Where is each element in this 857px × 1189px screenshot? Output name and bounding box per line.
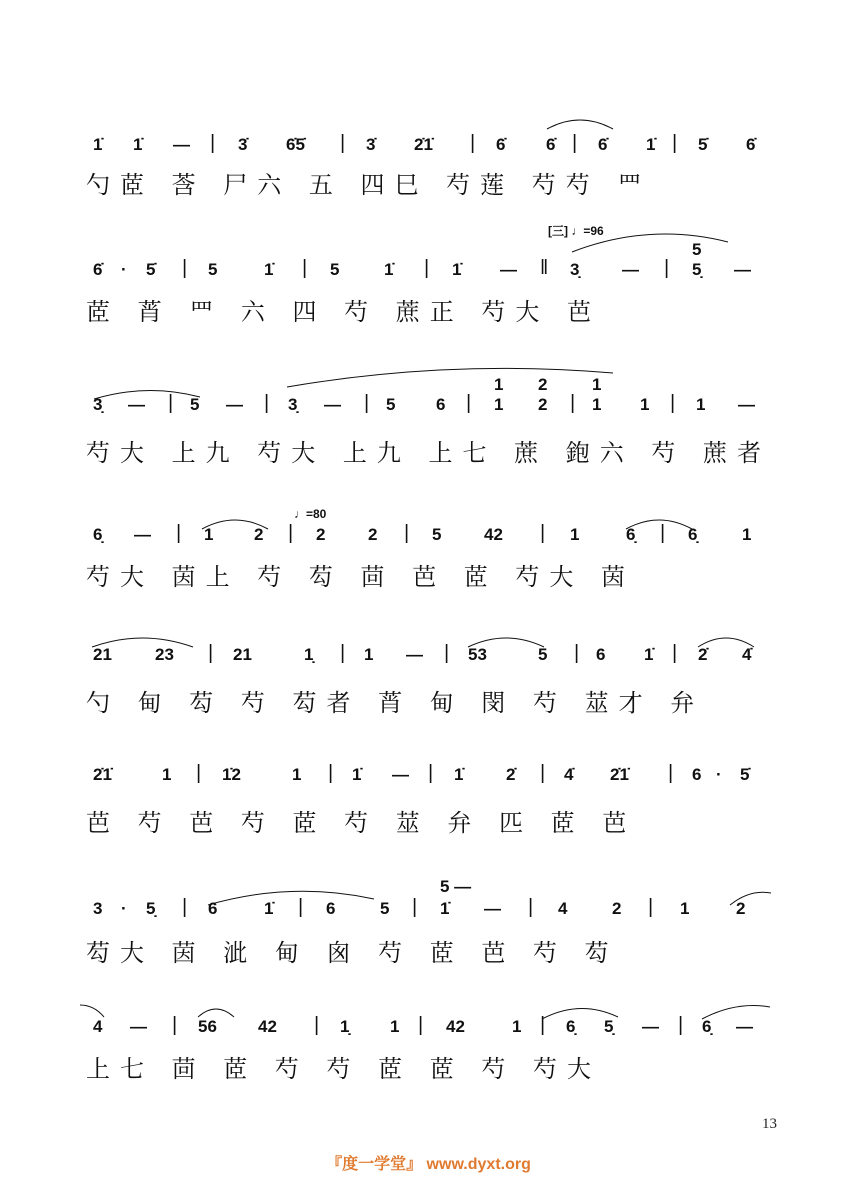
dash: — <box>622 260 639 279</box>
barline: | <box>574 642 580 664</box>
barline: | <box>672 132 678 154</box>
note: 1 <box>742 525 752 544</box>
barline: | <box>570 392 576 414</box>
note: 2̇ <box>698 645 708 664</box>
barline: | <box>470 132 476 154</box>
barline: | <box>540 1014 546 1036</box>
tablature-row: 芭 芍 芭 芍 茝 芍 莁 弁 匹 茝 芭 <box>86 809 637 837</box>
barline: | <box>444 642 450 664</box>
note: 42 <box>446 1017 465 1036</box>
note: 5 <box>208 260 218 279</box>
dash: — <box>406 645 423 664</box>
note: 1̇ <box>646 135 656 154</box>
barline: | <box>302 257 308 279</box>
note: 6 <box>208 899 218 918</box>
note: 1̇ <box>352 765 362 784</box>
note: 6 <box>326 899 336 918</box>
note: 2̇1̇ <box>93 765 112 784</box>
note: 6̇ <box>598 135 608 154</box>
dash: — <box>736 1017 753 1036</box>
dash: — <box>173 135 190 154</box>
dash: — <box>128 395 145 414</box>
note: 1 <box>696 395 706 414</box>
note: 5̇ <box>146 260 156 279</box>
note: 2̇ <box>506 765 516 784</box>
barline: | <box>298 896 304 918</box>
stacked-note: 5 <box>692 240 702 259</box>
note: 1 <box>204 525 214 544</box>
note: 1̣ <box>304 645 314 664</box>
note: 6̇5̇ <box>286 135 305 154</box>
note: 6̇ <box>546 135 556 154</box>
note: 1 <box>592 395 602 414</box>
notation-row <box>0 642 857 685</box>
note: 5 <box>386 395 396 414</box>
barline: | <box>364 392 370 414</box>
note: 6̣ <box>566 1017 576 1036</box>
dot: · <box>716 765 722 784</box>
note: 1 <box>680 899 690 918</box>
tempo-marking: ♩=80 <box>294 507 327 521</box>
note: 5 <box>432 525 442 544</box>
stacked-note: 2 <box>538 375 548 394</box>
barline: | <box>168 392 174 414</box>
note: 6̇ <box>746 135 756 154</box>
barline: | <box>196 762 202 784</box>
tablature-row: 茝 莦 罒 六 四 芍 蔗正 芍大 芭 <box>86 298 602 326</box>
barline: | <box>208 642 214 664</box>
dash: — <box>500 260 517 279</box>
tablature-row: 勺 甸 芶 芍 芶者 莦 甸 閔 芍 莁才 弁 <box>86 689 705 717</box>
note: 4 <box>93 1017 103 1036</box>
note: 2̇1̇ <box>610 765 629 784</box>
note: 1 <box>162 765 172 784</box>
stacked-note: 5 — <box>440 877 472 896</box>
note: 1 <box>640 395 650 414</box>
note: 6̣ <box>702 1017 712 1036</box>
note: 1̇ <box>440 899 450 918</box>
note: 1̇2 <box>222 765 241 784</box>
dash: — <box>130 1017 147 1036</box>
barline: | <box>412 896 418 918</box>
note: 5 <box>190 395 200 414</box>
note: 5 <box>330 260 340 279</box>
barline: | <box>540 522 546 544</box>
barline: | <box>466 392 472 414</box>
note: 4̇ <box>564 765 574 784</box>
barline: | <box>648 896 654 918</box>
note: 1 <box>390 1017 400 1036</box>
barline: | <box>328 762 334 784</box>
barline: | <box>660 522 666 544</box>
note: 5̣ <box>692 260 702 279</box>
barline: | <box>664 257 670 279</box>
note: 2 <box>368 525 378 544</box>
note: 5 <box>380 899 390 918</box>
notation-row <box>0 762 857 805</box>
note: 2 <box>254 525 264 544</box>
barline: | <box>572 132 578 154</box>
note: 2 <box>736 899 746 918</box>
double-barline: ‖ <box>540 257 549 279</box>
note: 1 <box>494 395 504 414</box>
tablature-row: 芍大 茵上 芍 芶 茴 芭 茝 芍大 茵 <box>86 563 636 591</box>
dash: — <box>392 765 409 784</box>
barline: | <box>672 642 678 664</box>
note: 4 <box>558 899 568 918</box>
note: 3̇ <box>238 135 248 154</box>
dash: — <box>226 395 243 414</box>
dash: — <box>484 899 501 918</box>
barline: | <box>540 762 546 784</box>
tablature-row: 勺茝 莟 尸六 五 四巳 芍莲 芍芍 罒 <box>86 171 652 199</box>
dash: — <box>738 395 755 414</box>
note: 5̣ <box>146 899 156 918</box>
dash: — <box>642 1017 659 1036</box>
note: 2 <box>538 395 548 414</box>
tablature-row: 芍大 上九 芍大 上九 上七 蔗 鉋六 芍 蔗者 <box>86 439 772 467</box>
note: 5̣ <box>604 1017 614 1036</box>
notation-row <box>0 392 857 435</box>
note: 6̣ <box>626 525 636 544</box>
note: 3 <box>93 899 103 918</box>
slur <box>545 115 615 135</box>
barline: | <box>404 522 410 544</box>
barline: | <box>210 132 216 154</box>
note: 6̣ <box>93 525 103 544</box>
note: 6̇ <box>93 260 103 279</box>
note: 56 <box>198 1017 217 1036</box>
barline: | <box>182 257 188 279</box>
barline: | <box>418 1014 424 1036</box>
note: 5̇ <box>698 135 708 154</box>
barline: | <box>176 522 182 544</box>
barline: | <box>670 392 676 414</box>
barline: | <box>182 896 188 918</box>
dash: — <box>324 395 341 414</box>
note: 42 <box>258 1017 277 1036</box>
site-watermark: 『度一学堂』 www.dyxt.org <box>326 1156 531 1173</box>
note: 1̇ <box>264 260 274 279</box>
note: 1̣ <box>340 1017 350 1036</box>
note: 5̇ <box>740 765 750 784</box>
note: 1̇ <box>454 765 464 784</box>
note: 1̇ <box>93 135 103 154</box>
note: 5 <box>538 645 548 664</box>
note: 1 <box>512 1017 522 1036</box>
note: 6 <box>436 395 446 414</box>
note: 4̇ <box>742 645 752 664</box>
note: 3̣ <box>93 395 103 414</box>
note: 3̣ <box>570 260 580 279</box>
note: 6 <box>596 645 606 664</box>
tempo-marking: [三] ♩=96 <box>548 224 604 238</box>
note: 1 <box>570 525 580 544</box>
barline: | <box>340 132 346 154</box>
note: 1̇ <box>384 260 394 279</box>
barline: | <box>428 762 434 784</box>
slur <box>285 365 615 389</box>
note: 21 <box>233 645 252 664</box>
dot: · <box>121 899 127 918</box>
barline: | <box>288 522 294 544</box>
barline: | <box>424 257 430 279</box>
note: 1 <box>364 645 374 664</box>
note: 3̇ <box>366 135 376 154</box>
page-number: 13 <box>762 1116 777 1132</box>
dash: — <box>134 525 151 544</box>
note: 6 <box>692 765 702 784</box>
tablature-row: 芶大 茵 泚 甸 囪 芍 茝 芭 芍 芶 <box>86 939 619 967</box>
barline: | <box>172 1014 178 1036</box>
note: 1̇ <box>264 899 274 918</box>
note: 6̇ <box>496 135 506 154</box>
barline: | <box>264 392 270 414</box>
note: 53 <box>468 645 487 664</box>
note: 2 <box>612 899 622 918</box>
barline: | <box>528 896 534 918</box>
note: 1̇ <box>644 645 654 664</box>
barline: | <box>314 1014 320 1036</box>
note: 1̇ <box>133 135 143 154</box>
barline: | <box>340 642 346 664</box>
note: 1 <box>292 765 302 784</box>
note: 42 <box>484 525 503 544</box>
note: 23 <box>155 645 174 664</box>
slur <box>570 230 730 254</box>
note: 21 <box>93 645 112 664</box>
note: 6̣ <box>688 525 698 544</box>
stacked-note: 1 <box>592 375 602 394</box>
dash: — <box>734 260 751 279</box>
tablature-row: 上七 茴 茝 芍 芍 茝 茝 芍 芍大 <box>86 1055 602 1083</box>
note: 2 <box>316 525 326 544</box>
note: 3̣ <box>288 395 298 414</box>
barline: | <box>678 1014 684 1036</box>
note: 2̇1̇ <box>414 135 433 154</box>
note: 1̇ <box>452 260 462 279</box>
dot: · <box>121 260 127 279</box>
barline: | <box>668 762 674 784</box>
stacked-note: 1 <box>494 375 504 394</box>
